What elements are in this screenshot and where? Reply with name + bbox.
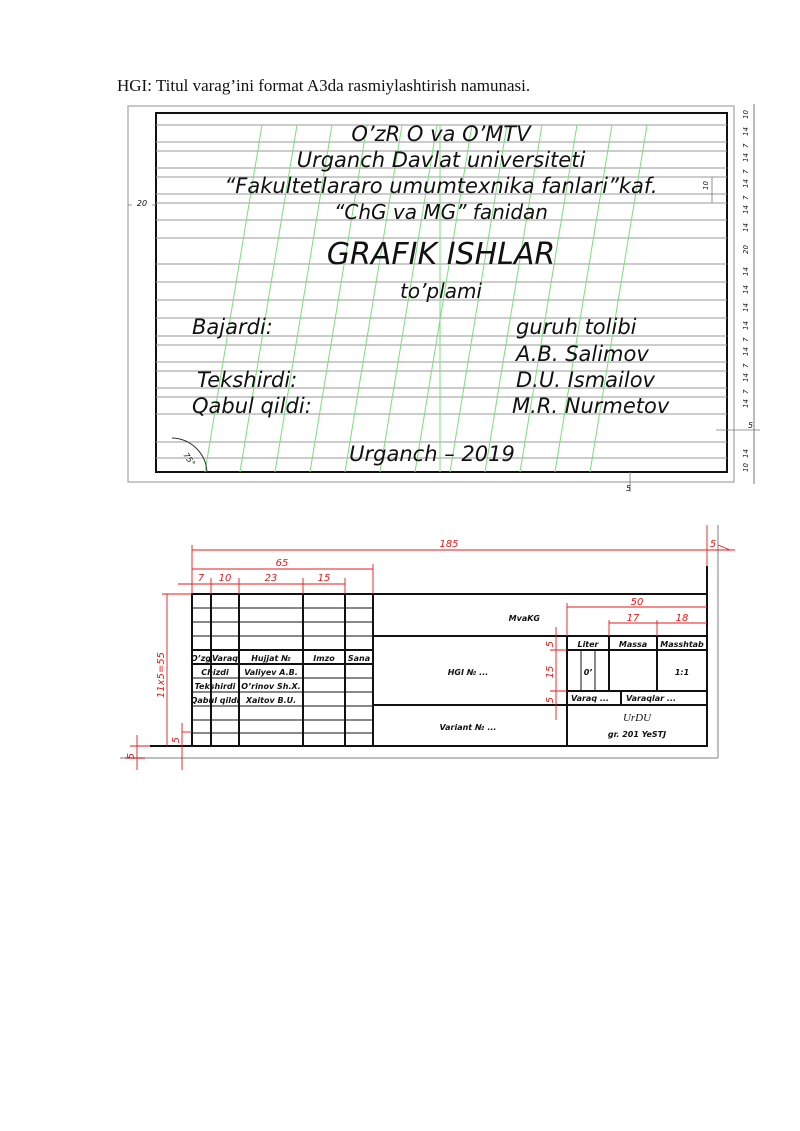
svg-text:14: 14 — [742, 153, 750, 162]
varaq-label: Varaq ... — [571, 694, 609, 703]
stamp-roles — [191, 668, 301, 705]
svg-text:14: 14 — [742, 303, 750, 312]
svg-text:14: 14 — [742, 399, 750, 408]
svg-text:14: 14 — [742, 321, 750, 330]
svg-text:10: 10 — [742, 463, 750, 472]
name-tekshirdi: O’rinov Sh.X. — [241, 682, 301, 691]
role-tekshirdi: Tekshirdi — [194, 682, 236, 691]
svg-text:10: 10 — [742, 110, 750, 119]
liter-value: 0’ — [583, 668, 593, 677]
inner-note-label: 10 — [702, 181, 710, 190]
value-receiver: M.R. Nurmetov — [512, 394, 670, 418]
line-subject: “ChG va MG” fanidan — [334, 200, 548, 224]
dim-row-15: 15 — [545, 665, 556, 679]
svg-text:14: 14 — [742, 449, 750, 458]
variant-number: Variant № ... — [439, 723, 497, 732]
header-ozg: O’zg — [190, 654, 212, 663]
varaqlar-label: Varaqlar ... — [626, 694, 677, 703]
dim-50: 50 — [630, 597, 644, 608]
svg-text:7: 7 — [742, 143, 750, 148]
angle-label: 75° — [181, 450, 197, 468]
label-bajardi: Bajardi: — [192, 315, 273, 339]
dim-right-5: 5 — [709, 539, 717, 550]
value-checker: D.U. Ismailov — [516, 368, 655, 392]
value-group-student: guruh tolibi — [516, 315, 637, 339]
line-department: “Fakultetlararo umumtexnika fanlari”kaf. — [224, 174, 658, 198]
header-imzo: Imzo — [313, 654, 335, 663]
scale-value: 1:1 — [674, 668, 690, 677]
group-label: gr. 201 YeSTJ — [607, 730, 667, 739]
role-chizdi: Chizdi — [201, 668, 229, 677]
dim-7: 7 — [197, 573, 205, 584]
dim-row-5: 5 — [545, 640, 556, 648]
svg-text:14: 14 — [742, 285, 750, 294]
label-tekshirdi: Tekshirdi: — [197, 368, 298, 392]
role-qabul: Qabul qildi — [190, 696, 240, 705]
dim-55: 11x5=55 — [156, 651, 167, 699]
label-qabul-qildi: Qabul qildi: — [192, 394, 312, 418]
svg-text:7: 7 — [742, 337, 750, 342]
dim-185: 185 — [439, 539, 459, 550]
svg-text:14: 14 — [742, 127, 750, 136]
svg-text:14: 14 — [742, 223, 750, 232]
svg-text:7: 7 — [742, 169, 750, 174]
dim-23: 23 — [264, 573, 278, 584]
dim-bottom-5a: 5 — [171, 736, 182, 744]
footer-city-year: Urganch – 2019 — [349, 442, 515, 466]
svg-text:7: 7 — [742, 195, 750, 200]
dim-15: 15 — [317, 573, 331, 584]
massa-label: Massa — [618, 640, 648, 649]
svg-text:14: 14 — [742, 373, 750, 382]
left-dimension-label: 20 — [136, 199, 148, 208]
svg-text:14: 14 — [742, 179, 750, 188]
value-student-name: A.B. Salimov — [516, 342, 649, 366]
svg-text:7: 7 — [742, 389, 750, 394]
dim-bottom-5b: 5 — [126, 752, 137, 760]
dim-row-5b: 5 — [545, 696, 556, 704]
org-label: MvaKG — [508, 614, 540, 623]
dim-17: 17 — [626, 613, 640, 624]
svg-text:20: 20 — [742, 245, 750, 254]
svg-text:7: 7 — [742, 363, 750, 368]
svg-text:14: 14 — [742, 205, 750, 214]
doc-number: HGI № ... — [447, 668, 489, 677]
header-sana: Sana — [347, 654, 371, 663]
document-caption: HGI: Titul varag’ini format A3da rasmiylashtirish namunasi. — [117, 76, 531, 95]
main-title: GRAFIK ISHLAR — [326, 237, 556, 272]
dim-18: 18 — [675, 613, 689, 624]
name-qabul: Xaitov B.U. — [245, 696, 297, 705]
svg-text:14: 14 — [742, 267, 750, 276]
bottom-dim-label: 5 — [626, 484, 632, 493]
line-ministry: O’zR O va O’MTV — [351, 122, 531, 146]
dim-65: 65 — [275, 558, 289, 569]
name-chizdi: Valiyev A.B. — [244, 668, 298, 677]
university-label: UrDU — [622, 712, 652, 724]
svg-text:14: 14 — [742, 347, 750, 356]
subtitle: to’plami — [400, 279, 482, 303]
stamp-header — [191, 654, 370, 663]
dim-10: 10 — [218, 573, 232, 584]
line-university: Urganch Davlat universiteti — [296, 148, 586, 172]
liter-label: Liter — [577, 640, 599, 649]
masshtab-label: Masshtab — [660, 640, 704, 649]
header-varaq: Varaq — [211, 654, 239, 663]
header-hujjat: Hujjat № — [251, 654, 291, 663]
right-gap-label: 5 — [748, 421, 754, 430]
